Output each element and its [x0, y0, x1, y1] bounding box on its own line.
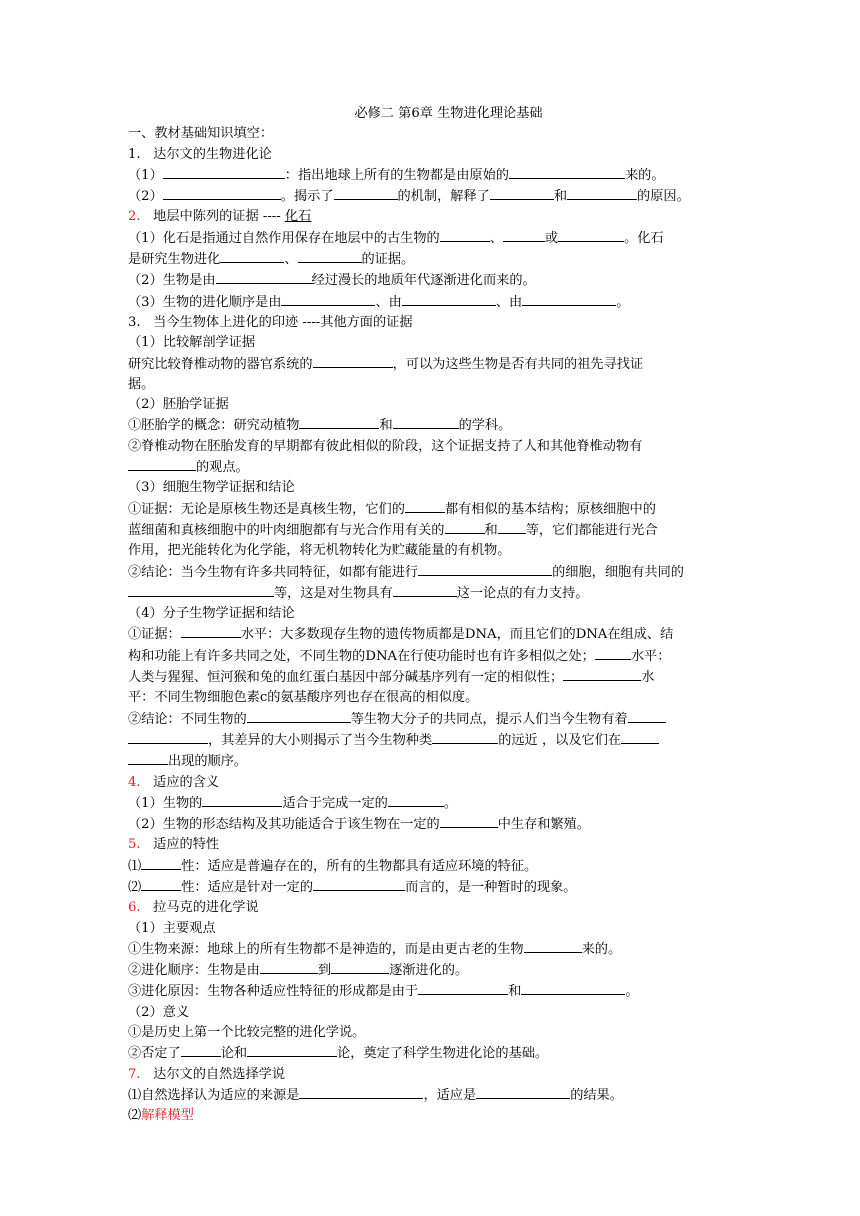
- fill-blank[interactable]: [498, 520, 526, 534]
- text: 解释模型: [141, 1108, 194, 1124]
- fill-blank[interactable]: [141, 856, 181, 870]
- s3-sub-3-line-d: [128, 562, 733, 583]
- text: 或: [544, 230, 559, 246]
- section-title: 拉马克的进化学说: [153, 900, 259, 916]
- text: 来的。: [624, 167, 665, 183]
- text: 是研究生物进化: [128, 252, 221, 268]
- text: 。: [625, 984, 639, 1000]
- section-number: 3.: [128, 314, 141, 330]
- text: 来的。: [581, 941, 622, 957]
- text: ①证据：无论是原核生物还是真核生物，它们的: [128, 501, 405, 517]
- text: ①证据：: [128, 627, 181, 643]
- text: 的细胞，细胞有共同的: [552, 564, 684, 580]
- text: 等，它们都能进行光合: [525, 522, 658, 538]
- text: ⑴自然选择认为适应的来源是: [128, 1087, 300, 1103]
- fill-blank[interactable]: [418, 562, 552, 576]
- text: 的学科。: [458, 418, 512, 434]
- section-3-heading: [128, 313, 733, 333]
- s3-sub-2: （2）胚胎学证据: [128, 397, 229, 413]
- s5-line-2: [128, 877, 733, 898]
- fill-blank[interactable]: [298, 249, 362, 263]
- section-1-heading: [128, 145, 733, 165]
- section-2-heading: [128, 207, 733, 227]
- text: （1）: [128, 167, 163, 183]
- text: 、: [489, 230, 503, 246]
- fill-blank[interactable]: [128, 730, 208, 744]
- s3-sub-3-line-a: [128, 499, 733, 520]
- fill-blank[interactable]: [247, 1043, 337, 1057]
- fill-blank[interactable]: [181, 1043, 221, 1057]
- s2-line-3: [128, 292, 733, 313]
- s4-line-1: [128, 793, 733, 814]
- text: 和: [484, 522, 498, 538]
- text: ，其差异的大小则揭示了当今生物种类: [208, 732, 433, 748]
- text: 和: [508, 984, 522, 1000]
- section-title: 当今生物体上进化的印迹 ----其他方面的证据: [153, 314, 413, 330]
- s3-sub-4: （4）分子生物学证据和结论: [128, 606, 295, 622]
- text: 出现的顺序。: [168, 754, 248, 770]
- fill-blank[interactable]: [402, 292, 496, 306]
- section-number: 6.: [128, 900, 141, 916]
- s6-sub-1: （1）主要观点: [128, 920, 216, 936]
- s7-line-b: [128, 1106, 733, 1126]
- fill-blank[interactable]: [128, 751, 168, 765]
- section-number: 7.: [128, 1066, 141, 1082]
- section-number: 2.: [128, 209, 141, 225]
- fill-blank[interactable]: [163, 165, 285, 179]
- fill-blank[interactable]: [281, 292, 375, 306]
- text: 和: [379, 418, 393, 434]
- text: ①生物来源：地球上的所有生物都不是神造的，而是由更古老的生物: [128, 941, 524, 957]
- section-title: 达尔文的自然选择学说: [153, 1066, 286, 1082]
- section-title: 达尔文的生物进化论: [153, 146, 272, 162]
- fill-blank[interactable]: [563, 667, 641, 681]
- text: ：指出地球上所有的生物都是由原始的: [284, 167, 509, 183]
- text: 性：适应是普遍存在的，所有的生物都具有适应环境的特征。: [181, 858, 538, 874]
- fill-blank[interactable]: [181, 624, 241, 638]
- text: 这一论点的有力支持。: [456, 585, 589, 601]
- text: 都有相似的基本结构；原核细胞中的: [444, 501, 656, 517]
- fill-blank[interactable]: [628, 709, 666, 723]
- text: 的远近 ，以及它们在: [498, 732, 622, 748]
- section-7-heading: [128, 1065, 733, 1085]
- text: 经过漫长的地质年代逐渐进化而来的。: [311, 273, 536, 289]
- s3-sub-1-line-a: [128, 354, 733, 375]
- text: 论和: [220, 1046, 248, 1062]
- s6-line-c: [128, 981, 733, 1002]
- fill-blank[interactable]: [128, 583, 274, 597]
- s3-sub-4-line-a: [128, 624, 733, 645]
- section-number: 1.: [128, 146, 141, 162]
- text: 水平：大多数现存生物的遗传物质都是DNA，而且它们的DNA在组成、结: [240, 627, 674, 643]
- text: 的结果。: [570, 1087, 623, 1103]
- section-title-underlined: 化石: [284, 209, 312, 225]
- s5-line-1: [128, 856, 733, 877]
- text: ③进化原因：生物各种适应性特征的形成都是由于: [128, 984, 419, 1000]
- fill-blank[interactable]: [445, 520, 485, 534]
- text: ⑵: [128, 1108, 142, 1124]
- text: 和: [553, 189, 568, 205]
- text: （1）化石是指通过自然作用保存在地层中的古生物的: [128, 230, 440, 246]
- section-title: 适应的含义: [153, 774, 220, 790]
- text: ⑵: [128, 879, 142, 895]
- text: 构和功能上有许多共同之处，不同生物的DNA在行使功能时也有许多相似之处；: [128, 648, 595, 664]
- fill-blank[interactable]: [388, 793, 444, 807]
- text: 的机制，解释了: [397, 189, 490, 205]
- s6-line-b: [128, 960, 733, 981]
- page-title: 必修二 第6章 生物进化理论基础: [354, 106, 543, 121]
- fill-blank[interactable]: [509, 165, 625, 179]
- fill-blank[interactable]: [163, 186, 281, 200]
- text: 。: [616, 294, 630, 310]
- s3-sub-3-line-b: [128, 520, 733, 541]
- s4-line-2: [128, 814, 733, 835]
- s3-sub-2-line-c: [128, 457, 733, 478]
- section-number: 5.: [128, 837, 141, 853]
- s3-sub-4-line-c: [128, 667, 733, 688]
- text: 。揭示了: [280, 189, 334, 205]
- section-title: 适应的特性: [153, 837, 220, 853]
- s2-line-1b: [128, 249, 733, 270]
- s3-sub-4-line-d: 平：不同生物细胞色素c的氨基酸序列也存在很高的相似度。: [128, 690, 479, 706]
- fill-blank[interactable]: [260, 960, 318, 974]
- fill-blank[interactable]: [524, 939, 582, 953]
- text: 等，这是对生物具有: [274, 585, 393, 601]
- section-6-heading: [128, 898, 733, 918]
- fill-blank[interactable]: [521, 981, 625, 995]
- fill-blank[interactable]: [393, 415, 459, 429]
- text: 逐渐进化的。: [389, 963, 469, 979]
- text: （3）生物的进化顺序是由: [128, 294, 282, 310]
- fill-blank[interactable]: [440, 228, 490, 242]
- fill-blank[interactable]: [216, 270, 312, 284]
- fill-blank[interactable]: [141, 877, 181, 891]
- s6-line-a: [128, 939, 733, 960]
- fill-blank[interactable]: [432, 730, 498, 744]
- text: （2）生物是由: [128, 273, 216, 289]
- fill-blank[interactable]: [558, 228, 624, 242]
- text: 的观点。: [196, 460, 249, 476]
- text: 水平：: [630, 648, 671, 664]
- s3-sub-2-line-b: ②脊椎动物在胚胎发育的早期都有彼此相似的阶段，这个证据支持了人和其他脊椎动物有: [128, 438, 643, 454]
- text: ②结论：不同生物的: [128, 711, 247, 727]
- s3-sub-3: （3）细胞生物学证据和结论: [128, 480, 295, 496]
- section-4-heading: [128, 773, 733, 793]
- text: 蓝细菌和真核细胞中的叶肉细胞都有与光合作用有关的: [128, 522, 445, 538]
- fill-blank[interactable]: [313, 877, 405, 891]
- s3-sub-3-line-e: [128, 583, 733, 604]
- text: ⑴: [128, 858, 142, 874]
- s7-line-a: [128, 1085, 733, 1106]
- fill-blank[interactable]: [247, 709, 351, 723]
- fill-blank[interactable]: [128, 457, 196, 471]
- text: 性：适应是针对一定的: [181, 879, 314, 895]
- text: （2）: [128, 189, 163, 205]
- text: 、由: [495, 294, 523, 310]
- text: 。化石: [624, 230, 664, 246]
- text: 到: [317, 963, 332, 979]
- section-number: 4.: [128, 774, 141, 790]
- text: 的证据。: [361, 252, 415, 268]
- text: ②结论：当今生物有许多共同特征，如都有能进行: [128, 564, 419, 580]
- fill-blank[interactable]: [405, 499, 445, 513]
- text: （2）生物的形态结构及其功能适合于该生物在一定的: [128, 817, 440, 833]
- fill-blank[interactable]: [503, 228, 545, 242]
- fill-blank[interactable]: [334, 186, 398, 200]
- s3-sub-1-line-b: 据。: [128, 376, 155, 392]
- fill-blank[interactable]: [393, 583, 457, 597]
- text: 、: [284, 252, 298, 268]
- text: ，适应是: [423, 1087, 477, 1103]
- fill-blank[interactable]: [522, 292, 616, 306]
- fill-blank[interactable]: [621, 730, 659, 744]
- s1-line-1: [128, 165, 733, 186]
- text: 而言的，是一种暂时的现象。: [405, 879, 577, 895]
- fill-blank[interactable]: [299, 415, 379, 429]
- text: 适合于完成一定的: [282, 795, 388, 811]
- fill-blank[interactable]: [476, 1085, 570, 1099]
- text: （1）生物的: [128, 795, 203, 811]
- s6-line-d: ①是历史上第一个比较完整的进化学说。: [128, 1025, 366, 1041]
- text: 、由: [375, 294, 402, 310]
- s3-sub-3-line-c: 作用，把光能转化为化学能，将无机物转化为贮藏能量的有机物。: [128, 543, 511, 559]
- s2-line-1: [128, 228, 733, 249]
- s6-sub-2: （2）意义: [128, 1004, 190, 1020]
- fill-blank[interactable]: [440, 814, 498, 828]
- text: 的原因。: [637, 189, 690, 205]
- text: 论，奠定了科学生物进化论的基础。: [337, 1046, 549, 1062]
- text: 人类与猩猩、恒河猴和兔的血红蛋白基因中部分碱基序列有一定的相似性；: [128, 670, 564, 686]
- fill-blank[interactable]: [567, 186, 637, 200]
- s1-line-2: [128, 186, 733, 207]
- fill-blank[interactable]: [220, 249, 284, 263]
- text: ，可以为这些生物是否有共同的祖先寻找证: [392, 356, 644, 372]
- text: 等生物大分子的共同点，提示人们当今生物有着: [350, 711, 628, 727]
- s3-sub-4-line-f: [128, 730, 733, 751]
- s6-line-e: [128, 1043, 733, 1064]
- fill-blank[interactable]: [418, 981, 508, 995]
- fill-blank[interactable]: [331, 960, 389, 974]
- s3-sub-4-line-e: [128, 709, 733, 730]
- s2-line-2: [128, 270, 733, 291]
- text: ②进化顺序：生物是由: [128, 963, 260, 979]
- section-5-heading: [128, 835, 733, 855]
- text: 研究比较脊椎动物的器官系统的: [128, 356, 313, 372]
- text: ②否定了: [128, 1046, 181, 1062]
- s3-sub-2-line-a: [128, 415, 733, 436]
- fill-blank[interactable]: [490, 186, 554, 200]
- document-page: [128, 104, 733, 1127]
- text: ①胚胎学的概念：研究动植物: [128, 418, 300, 434]
- text: 中生存和繁殖。: [497, 817, 591, 833]
- fill-blank[interactable]: [299, 1085, 423, 1099]
- s3-sub-4-line-b: [128, 646, 733, 667]
- fill-blank[interactable]: [313, 354, 393, 368]
- s3-sub-4-line-g: [128, 751, 733, 772]
- fill-blank[interactable]: [202, 793, 282, 807]
- text: 。: [443, 795, 458, 811]
- section-intro-heading: 一、教材基础知识填空：: [128, 126, 274, 142]
- s3-sub-1: （1）比较解剖学证据: [128, 335, 256, 351]
- fill-blank[interactable]: [595, 646, 631, 660]
- section-title: 地层中陈列的证据 ----: [153, 209, 285, 225]
- text: 水: [641, 670, 655, 686]
